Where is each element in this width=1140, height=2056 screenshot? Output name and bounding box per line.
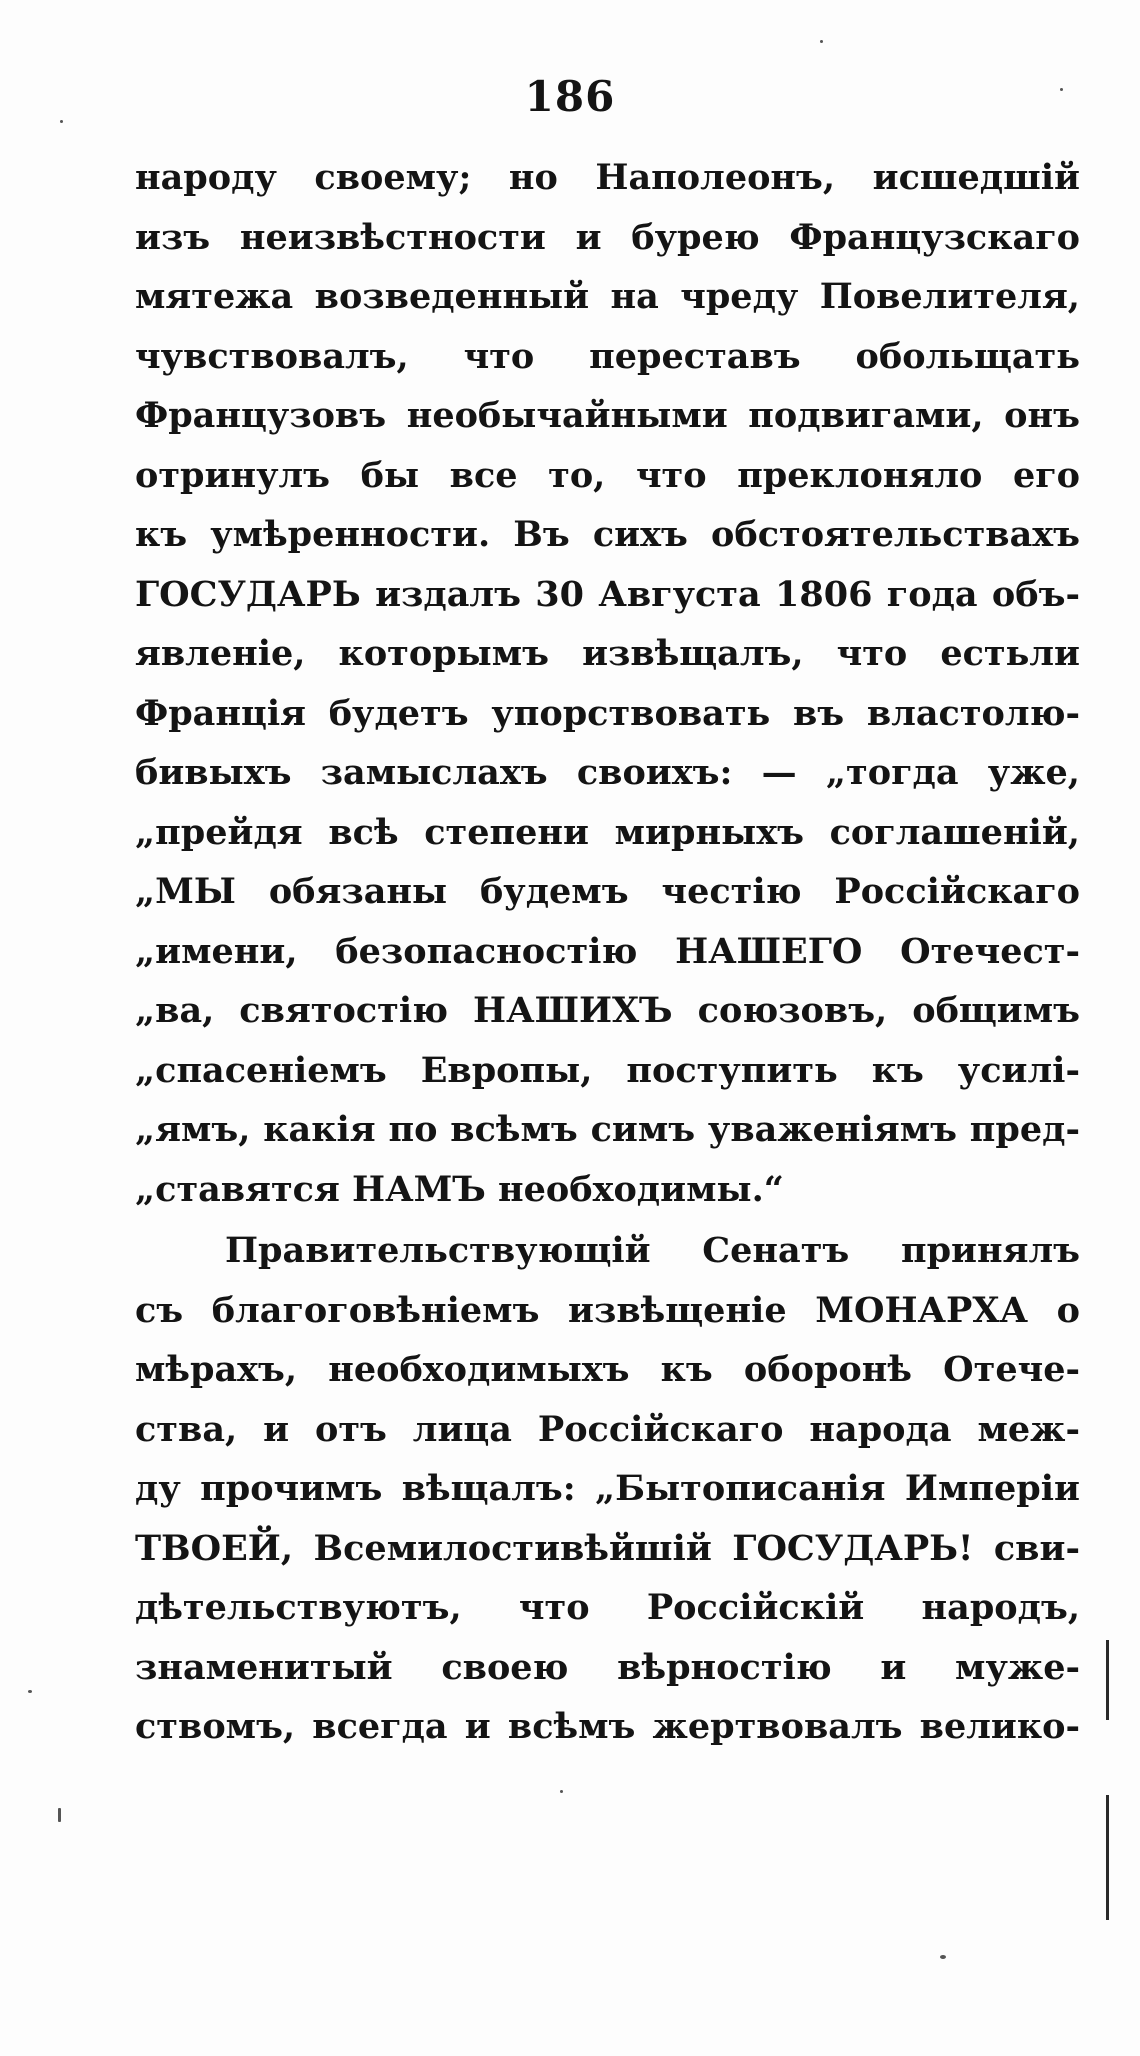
scan-speck xyxy=(940,1955,946,1959)
text-line: къ умѣренности. Въ сихъ обстоятельствахъ xyxy=(135,514,1080,555)
body-text xyxy=(135,148,1080,1757)
text-line: ства, и отъ лица Россійскаго народа меж- xyxy=(135,1408,1080,1450)
scan-speck xyxy=(28,1690,32,1693)
text-line: „имени, безопасностію НАШЕГО Отечест- xyxy=(135,930,1080,972)
scan-speck xyxy=(560,1790,563,1793)
text-line: народу своему; но Наполеонъ, исшедшій xyxy=(135,157,1080,198)
text-line: ТВОЕЙ, Всемилостивѣйшій ГОСУДАРЬ! сви- xyxy=(135,1527,1080,1569)
text-line: отринулъ бы все то, что преклоняло его xyxy=(135,454,1080,496)
text-line: „ставятся НАМЪ необходимы.“ xyxy=(135,1168,784,1210)
text-line: „спасеніемъ Европы, поступить къ усилі- xyxy=(135,1049,1080,1091)
text-line: Франція будетъ упорствовать въ властолю- xyxy=(135,692,1080,734)
text-line: дѣтельствуютъ, что Россійскій народъ, xyxy=(135,1587,1080,1628)
text-line: изъ неизвѣстности и бурею Французскаго xyxy=(135,216,1080,258)
text-line: „ва, святостію НАШИХЪ союзовъ, общимъ xyxy=(135,990,1080,1031)
text-line: ГОСУДАРЬ издалъ 30 Августа 1806 года объ- xyxy=(135,573,1080,615)
paragraph-2 xyxy=(135,1221,1080,1757)
scan-speck xyxy=(58,1808,61,1822)
text-line: бивыхъ замыслахъ своихъ: — „тогда уже, xyxy=(135,752,1080,793)
text-line: „прейдя всѣ степени мирныхъ соглашеній, xyxy=(135,811,1080,853)
text-line: ствомъ, всегда и всѣмъ жертвовалъ велико- xyxy=(135,1706,1080,1747)
text-line: ду прочимъ вѣщалъ: „Бытописанія Имперіи xyxy=(135,1468,1080,1509)
text-line: Правительствующій Сенатъ принялъ xyxy=(225,1230,1080,1271)
text-line: знаменитый своею вѣрностію и муже- xyxy=(135,1646,1080,1688)
scan-speck xyxy=(60,120,63,123)
text-line: мятежа возведенный на чреду Повелителя, xyxy=(135,276,1080,317)
text-line: чувствовалъ, что переставъ обольщать xyxy=(135,335,1080,377)
scan-margin-rule xyxy=(1106,1640,1109,1720)
text-line: Французовъ необычайными подвигами, онъ xyxy=(135,395,1080,436)
paragraph-1 xyxy=(135,148,1080,1219)
scan-speck xyxy=(820,40,823,43)
scan-speck xyxy=(1060,88,1063,91)
scan-margin-rule xyxy=(1106,1795,1109,1920)
text-line: явленіе, которымъ извѣщалъ, что естьли xyxy=(135,633,1080,674)
text-line: мѣрахъ, необходимыхъ къ оборонѣ Отече- xyxy=(135,1349,1080,1390)
text-line: съ благоговѣніемъ извѣщеніе МОНАРХА о xyxy=(135,1289,1080,1331)
page-number: 186 xyxy=(524,72,616,121)
text-line: „МЫ обязаны будемъ честію Россійскаго xyxy=(135,871,1080,912)
text-line: „ямъ, какія по всѣмъ симъ уваженіямъ пред- xyxy=(135,1109,1080,1150)
